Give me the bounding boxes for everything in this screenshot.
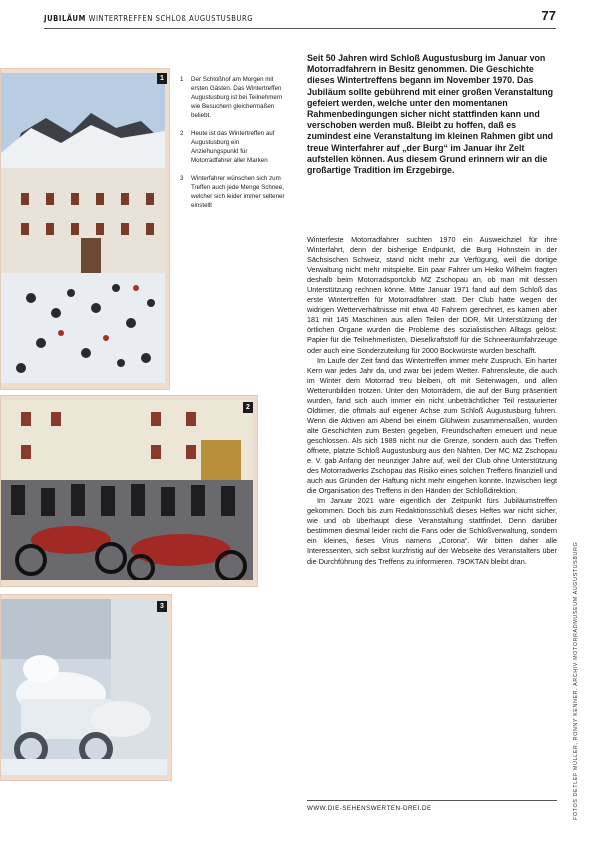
photo-castle [1,73,165,383]
photo-snow-sidecar [1,599,167,775]
running-head [44,14,253,23]
body-paragraph: Winterfeste Motorradfahrer suchten 1970 ein Ausweichziel für ihre Winterfahrt, denn der bisherige Endpunkt, die Burg Hohnstein in der Sächsischen Schweiz, stand nicht mehr zur Verfügung, weil die dortige Verwaltung nicht mehr mitspielte. Ein paar Fahrer um Heiko Wilhelm fragten deshalb beim Motorradsportclub MZ Zschopau an, ob man mit dessen Unterstützung rechnen könne. Mitte Januar 1971 fand auf dem Schloß das erste Wintertreffen für Motorradfahrer statt. Der Club hatte wegen der widrigen Wetterverhältnisse mit etwa 40 Fahrern gerechnet, es kamen aber 181 mit 145 Maschinen aus allen Teilen der DDR. Mit Unterstützung der örtlichen Organe wurden die Probleme des sozialistischen Alltags gelöst: Papier für die Teilnehmerlisten, Dieselkraftstoff für die Schneeräumfahrzeuge oder auch eine Sonderzuteilung für 2000 Bockwürste wurden beschafft. [307,235,557,355]
caption-text: Der Schloßhof am Morgen mit ersten Gästen. Das Wintertreffen Augustusburg ist bei Teilnehmern wie Besuchern gleichermaßen beliebt. [191,76,283,119]
caption-text: Heute ist das Wintertreffen auf Augustusburg ein Anziehungspunkt für Motorradfahrer aller Marken [191,130,275,164]
caption-number: 1 [180,76,184,83]
website-link[interactable]: WWW.DIE-SEHENSWERTEN-DREI.DE [307,805,432,812]
caption-text: Winterfahrer wünschen sich zum Treffen auch jede Menge Schnee, welcher sich leider immer seltener einstellt [191,175,285,209]
photo-frame-3 [0,594,172,781]
photo-frame-1 [0,68,170,390]
caption-1 [180,75,285,120]
caption-number: 3 [180,175,184,182]
page-header [44,10,556,29]
photo-credit: FOTOS DETLEF MÜLLER, RONNY KENNER, ARCHIV MOTORRADMUSEUM AUGUSTUSBURG [573,541,579,820]
section-subtitle: WINTERTREFFEN SCHLOß AUGUSTUSBURG [88,14,254,23]
page-number: 77 [541,8,556,23]
footer-divider [307,800,557,801]
caption-2 [180,129,285,165]
photo-captions [180,75,285,219]
photo-courtyard [1,400,253,580]
section-label: JUBILÄUM [44,14,86,23]
photo-frame-2 [0,395,258,587]
body-paragraph: Im Laufe der Zeit fand das Wintertreffen immer mehr Zuspruch. Ein harter Kern war jedes Jahr da, und zwar bei jedem Wetter. Fahrensleute, die auch im Winter dem Motorrad treu bleiben, oft mit Seitenwagen, und allen Wetterunbilden trotzen. Unter den Motorrädern, die auf der Burg präsentiert wurden, fand sich auch immer ein nicht unbeträchtlicher Teil restaurierter Oldtimer, die oftmals auf eigener Achse zum Schloß Augustusburg fuhren. Wenn die Aktiven am Abend bei einem Glühwein zusammensaßen, wurden alte Geschichten zum Besten gegeben, Freundschaften erneuert und neue geschlossen. Als sich 1989 nicht nur die Grenze, sondern auch das Treffen öffnete, platzte Schloß Augustusburg aus den Nähten. Der MC MZ Zschopau e. V. gab Anfang der neunziger Jahre auf, weil der Club ohne Unterstützung des Motorradwerks Zschopau das Risiko eines solchen Treffens finanziell und auch aus Gründen der Haftung nicht mehr eingehen konnte. Inzwischen liegt die Organisation des Treffens in den Händen der Schloßdirektion. [307,355,557,496]
caption-number: 2 [180,130,184,137]
photo-number: 1 [157,73,167,84]
body-paragraph: Im Januar 2021 wäre eigentlich der Zeitpunkt fürs Jubiläumstreffen gekommen. Doch bis zum Redaktionsschluß dieses Heftes war nicht sicher, wie und ob überhaupt diese Veranstaltung stattfindet. Denn darüber bestimmen diesmal leider nicht die Fans oder die Schloßverwaltung, sondern ein kleines, fieses Virus namens „Corona“. Wir bitten daher alle Interessenten, sich selbst kurzfristig auf der Webseite des Veranstalters über die Durchführung des Treffens zu informieren. 79OKTAN bleibt dran. [307,496,557,566]
article-lead: Seit 50 Jahren wird Schloß Augustusburg im Januar von Motorradfahrern in Besitz genommen. Die Geschichte dieses Wintertreffens begann im November 1970. Das Jubiläum sollte gebührend mit einer großen Veranstaltung gefeiert werden, welche unter den momentanen Rahmenbedingungen sicher nicht stattfinden kann und verschoben werden muß. Bleibt zu hoffen, daß es zumindest eine Veranstaltung im kleinen Rahmen gibt und treue Winterfahrer auf „der Burg“ im Januar ihr Zelt aufstellen können. Aus diesem Grund erinnern wir an die großartige Tradition im Erzgebirge. [307,53,554,176]
article-body [307,235,557,567]
photo-number: 3 [157,601,167,612]
caption-3 [180,174,285,210]
photo-number: 2 [243,402,253,413]
